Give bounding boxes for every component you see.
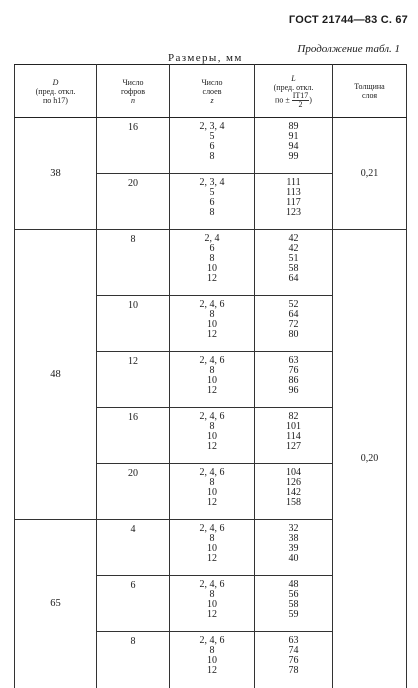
table-header-row [15,65,407,118]
length-value: 63 [288,355,299,366]
length-cell [255,352,333,408]
length-value: 101 [286,421,301,432]
layers-value: 2, 4, 6 [199,467,225,478]
layers-cell [170,576,255,632]
length-value: 158 [286,497,301,508]
length-cell [255,576,333,632]
layers-value: 2, 4, 6 [199,299,225,310]
layers-value: 10 [207,599,217,610]
layers-value: 12 [207,329,217,340]
layers-value: 2, 4, 6 [199,579,225,590]
layers-value: 12 [207,609,217,620]
diameter-cell: 65 [15,520,97,688]
layers-cell [170,632,255,688]
corrugations-cell: 4 [97,520,170,576]
length-value: 64 [288,273,299,284]
page-header: ГОСТ 21744—83 С. 67 [288,14,408,26]
length-value: 78 [288,665,299,676]
tolerance-fraction: $\frac{IT17}{2}$ [292,90,309,109]
length-value: 113 [286,187,301,198]
corrugations-cell: 6 [97,576,170,632]
length-value: 96 [288,385,299,396]
layers-value: 8 [209,253,215,264]
sizes-caption: Размеры, мм [168,52,243,64]
layers-value: 2, 4 [204,233,220,244]
layers-cell [170,174,255,230]
length-value: 51 [288,253,299,264]
diameter-cell: 38 [15,118,97,230]
layers-value: 12 [207,441,217,452]
length-value: 63 [288,635,299,646]
length-value: 32 [288,523,299,534]
layers-value: 5 [209,187,215,198]
layers-cell [170,118,255,174]
length-value: 74 [288,645,299,656]
length-cell [255,174,333,230]
length-value: 59 [288,609,299,620]
length-cell [255,408,333,464]
layers-value: 10 [207,543,217,554]
diameter-cell: 48 [15,230,97,520]
layers-value: 8 [209,533,215,544]
length-value: 117 [286,197,301,208]
length-value: 40 [288,553,299,564]
layers-cell [170,464,255,520]
length-value: 58 [288,263,299,274]
corrugations-cell: 8 [97,632,170,688]
layers-value: 8 [209,207,215,218]
layers-value: 2, 3, 4 [199,121,225,132]
thickness-cell: 0,21 [333,118,407,230]
col-header-diameter: D (пред. откл. по h17) [15,65,97,118]
length-value: 82 [288,411,299,422]
layers-value: 8 [209,421,215,432]
col-header-corrugations: Число гофров n [97,65,170,118]
length-cell [255,632,333,688]
layers-value: 10 [207,319,217,330]
layers-value: 10 [207,263,217,274]
layers-value: 5 [209,131,215,142]
thickness-cell: 0,20 [333,230,407,688]
layers-value: 12 [207,273,217,284]
length-value: 52 [288,299,299,310]
layers-value: 6 [209,243,215,254]
layers-value: 10 [207,375,217,386]
layers-value: 6 [209,197,215,208]
layers-value: 12 [207,385,217,396]
length-value: 64 [288,309,299,320]
length-value: 123 [286,207,301,218]
corrugations-cell: 16 [97,408,170,464]
length-value: 86 [288,375,299,386]
length-cell [255,520,333,576]
layers-cell [170,520,255,576]
length-value: 126 [286,477,301,488]
length-value: 114 [286,431,301,442]
length-value: 99 [288,151,299,162]
length-value: 80 [288,329,299,340]
corrugations-cell: 10 [97,296,170,352]
layers-value: 8 [209,309,215,320]
length-cell [255,118,333,174]
table-row [15,118,407,174]
layers-value: 10 [207,431,217,442]
corrugations-cell: 20 [97,174,170,230]
length-cell [255,230,333,296]
table-continuation-label: Продолжение табл. 1 [297,43,400,55]
length-value: 89 [288,121,299,132]
length-value: 91 [288,131,299,142]
layers-value: 2, 4, 6 [199,355,225,366]
col-header-layers: Число слоев z [170,65,255,118]
length-value: 72 [288,319,299,330]
length-value: 42 [288,243,299,254]
layers-value: 12 [207,553,217,564]
length-value: 127 [286,441,301,452]
layers-value: 8 [209,477,215,488]
length-value: 48 [288,579,299,590]
layers-value: 12 [207,665,217,676]
length-value: 76 [288,655,299,666]
layers-value: 8 [209,365,215,376]
col-header-length: L (пред. откл. по ± $\frac{IT17}{2}$) [255,65,333,118]
layers-value: 8 [209,645,215,656]
layers-cell [170,296,255,352]
length-value: 94 [288,141,299,152]
col-header-thickness: Толщина слоя [333,65,407,118]
corrugations-cell: 12 [97,352,170,408]
length-value: 104 [286,467,301,478]
length-cell [255,296,333,352]
length-value: 111 [286,177,301,188]
table-row [15,230,407,296]
length-value: 58 [288,599,299,610]
layers-value: 8 [209,589,215,600]
layers-value: 2, 3, 4 [199,177,225,188]
layers-value: 6 [209,141,215,152]
length-value: 42 [288,233,299,244]
length-value: 76 [288,365,299,376]
length-value: 142 [286,487,301,498]
layers-value: 2, 4, 6 [199,411,225,422]
layers-value: 10 [207,655,217,666]
layers-cell [170,352,255,408]
dimensions-table [14,64,407,688]
layers-cell [170,408,255,464]
length-cell [255,464,333,520]
layers-cell [170,230,255,296]
corrugations-cell: 8 [97,230,170,296]
length-value: 39 [288,543,299,554]
layers-value: 12 [207,497,217,508]
layers-value: 8 [209,151,215,162]
layers-value: 10 [207,487,217,498]
length-value: 38 [288,533,299,544]
corrugations-cell: 20 [97,464,170,520]
layers-value: 2, 4, 6 [199,523,225,534]
corrugations-cell: 16 [97,118,170,174]
layers-value: 2, 4, 6 [199,635,225,646]
length-value: 56 [288,589,299,600]
